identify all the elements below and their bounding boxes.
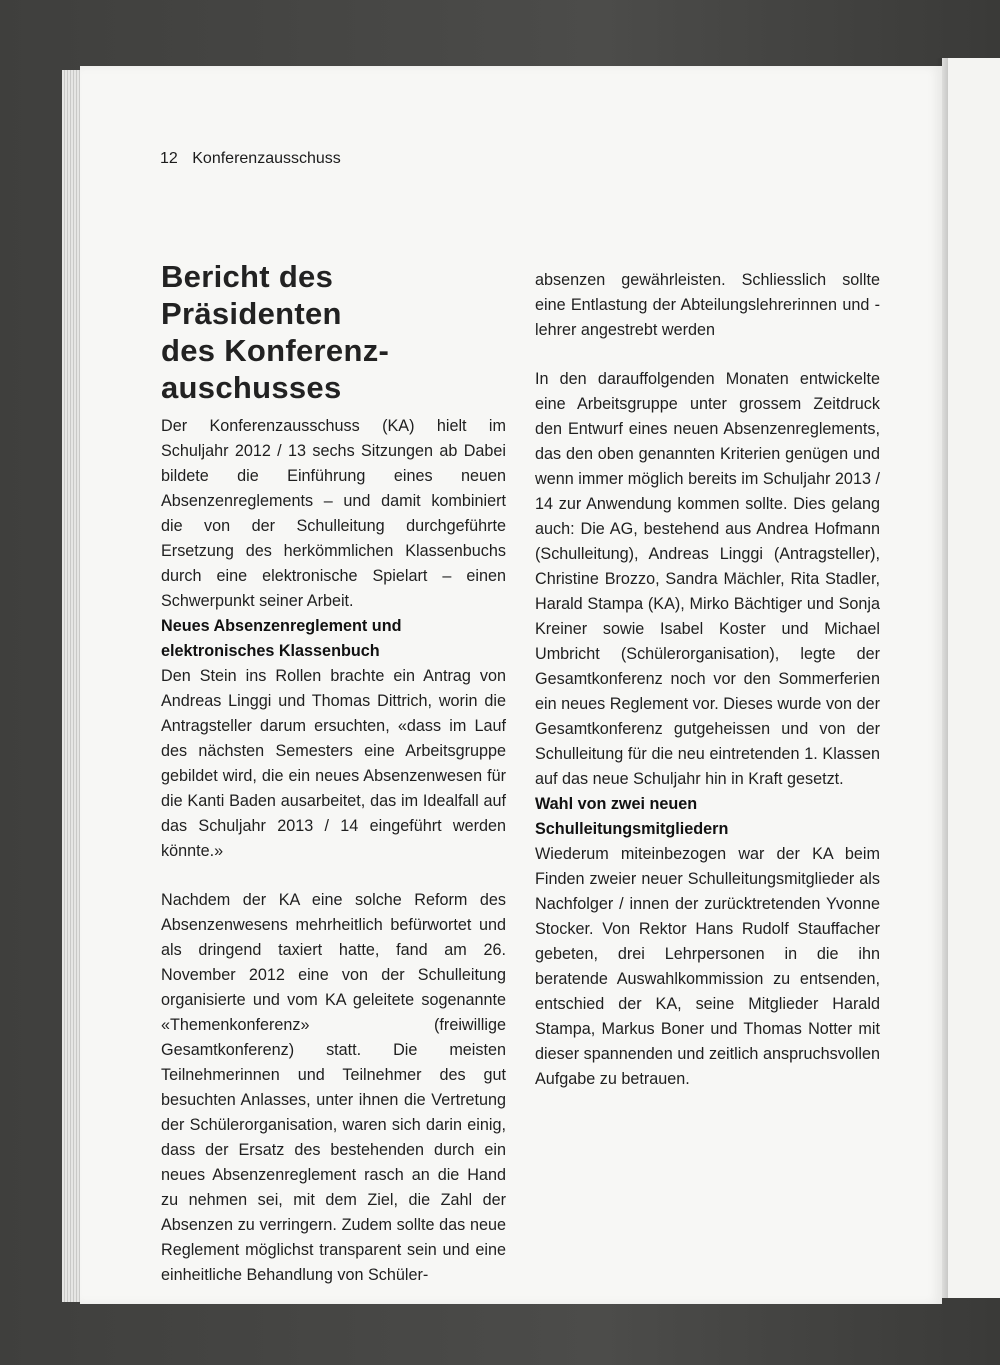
section-heading-absenzen: Neues Absenzenreglement und elektronisches Klassenbuch <box>161 617 402 660</box>
paragraph-antrag: Den Stein ins Rollen brachte ein Antrag von Andreas Linggi und Thomas Dittrich, worin die Antragsteller darum ersuchten, «dass im Lauf des nächsten Semesters eine Arbeitsgruppe gebildet wird, die ein neues Absenzenwesen für die Kanti Baden ausarbeitet, das im Idealfall auf das Schuljahr 2013 / 14 eingeführt werden könnte.» <box>161 667 506 860</box>
running-head <box>160 150 341 168</box>
title-line-2: des Konferenz- <box>161 333 390 368</box>
paragraph-arbeitsgruppe: In den darauffolgenden Monaten entwickelte eine Arbeitsgruppe unter grossem Zeitdruck den Entwurf eines neuen Absenzenreglements, das den oben genannten Kriterien genügen und wenn immer möglich bereits im Schuljahr 2013 / 14 zur Anwendung kommen sollte. Dies gelang auch: Die AG, bestehend aus Andrea Hofmann (Schulleitung), Andreas Linggi (Antragsteller), Christine Brozzo, Sandra Mächler, Rita Stadler, Harald Stampa (KA), Mirko Bächtiger und Sonja Kreiner sowie Isabel Koster und Michael Umbricht (Schülerorganisation), legte der Gesamtkonferenz noch vor den Sommerferien ein neues Reglement vor. Dieses wurde von der Gesamtkonferenz gutgeheissen und von der Schulleitung für die neu eintretenden 1. Klassen auf das neue Schuljahr hin in Kraft gesetzt. <box>535 370 880 788</box>
title-line-3: auschusses <box>161 370 342 405</box>
paragraph-wahl: Wiederum miteinbezogen war der KA beim Finden zweier neuer Schulleitungsmitglieder als Nachfolger / innen der zurücktretenden Yvonne Stocker. Von Rektor Hans Rudolf Stauffacher gebeten, drei Lehrpersonen in die ihn beratende Auswahlkommission zu entsenden, entschied der KA, seine Mitglieder Harald Stampa, Markus Boner und Thomas Notter mit dieser spannenden und zeitlich anspruchsvollen Aufgabe zu betrauen. <box>535 845 880 1088</box>
title-line-1: Bericht des Präsidenten <box>161 259 342 331</box>
article-title <box>161 258 506 406</box>
left-column <box>161 258 506 1288</box>
section-title: Konferenzausschuss <box>192 150 341 167</box>
intro-paragraph: Der Konferenzausschuss (KA) hielt im Schuljahr 2012 / 13 sechs Sitzungen ab Dabei bildete die Einführung eines neuen Absenzenreglements – und damit kombiniert die von der Schulleitung durchgeführte Ersetzung des herkömmlichen Klassenbuchs durch eine elektronische Spielart – einen Schwerpunkt seiner Arbeit. <box>161 417 506 610</box>
section-heading-schulleitung: Wahl von zwei neuen Schulleitungsmitgliedern <box>535 795 729 838</box>
facing-page-edge <box>942 58 1000 1298</box>
page-number: 12 <box>160 150 178 167</box>
paragraph-themenkonferenz: Nachdem der KA eine solche Reform des Absenzenwesens mehrheitlich befürwortet und als dringend taxiert hatte, fand am 26. November 2012 eine von der Schulleitung organisierte und vom KA geleitete sogenannte «Themenkonferenz» (freiwillige Gesamtkonferenz) statt. Die meisten Teilnehmerinnen und Teilnehmer des gut besuchten Anlasses, unter ihnen die Vertretung der Schülerorganisation, waren sich darin einig, dass der Ersatz des bestehenden durch ein neues Absenzenreglement rasch an die Hand zu nehmen sei, mit dem Ziel, die Zahl der Absenzen zu verringern. Zudem sollte das neue Reglement möglichst transparent sein und eine einheitliche Behandlung von Schüler- <box>161 891 506 1284</box>
document-page <box>80 66 942 1304</box>
paragraph-continuation: absenzen gewährleisten. Schliesslich sollte eine Entlastung der Abteilungslehrerinnen und -lehrer angestrebt werden <box>535 271 880 339</box>
right-column <box>535 268 880 1092</box>
